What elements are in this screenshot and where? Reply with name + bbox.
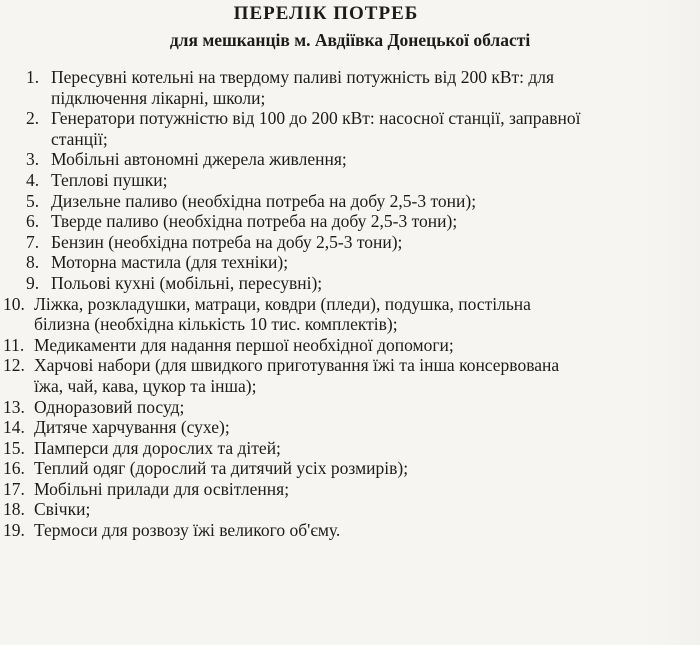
- document-title: ПЕРЕЛІК ПОТРЕБ: [233, 3, 419, 24]
- list-item-text: [0, 438, 700, 459]
- list-item-line: Теплові пушки;: [51, 169, 168, 190]
- list-item: [0, 458, 700, 479]
- list-item-text: [0, 191, 700, 212]
- list-item: [0, 191, 700, 212]
- list-item-number: 3.: [26, 149, 40, 170]
- list-item-line: Тверде паливо (необхідна потреба на добу 2,5-3 тони);: [51, 211, 458, 232]
- list-item: [0, 149, 700, 170]
- list-item-line: Польові кухні (мобільні, пересувні);: [51, 272, 323, 293]
- list-item: [0, 67, 700, 108]
- list-item-number: 4.: [26, 169, 40, 190]
- list-item-line: Мобільні автономні джерела живлення;: [51, 149, 347, 170]
- list-item-line: підключення лікарні, школи;: [51, 87, 266, 108]
- list-item: [0, 479, 700, 500]
- list-item-line: Генератори потужністю від 100 до 200 кВт: насосної станції, заправної: [51, 108, 581, 129]
- list-item-number: 12.: [3, 355, 25, 376]
- list-item-line: Медикаменти для надання першої необхідної допомоги;: [34, 334, 454, 355]
- list-item: [0, 170, 700, 191]
- list-item-text: [0, 458, 700, 479]
- list-item-line: Теплий одяг (дорослий та дитячий усіх розмирів);: [34, 458, 409, 479]
- list-item-line: Харчові набори (для швидкого приготування їжі та інша консервована: [34, 355, 560, 376]
- list-item-number: 17.: [3, 478, 25, 499]
- list-item-number: 11.: [3, 334, 25, 355]
- list-item: [0, 438, 700, 459]
- list-item-text: [0, 397, 700, 418]
- list-item: [0, 273, 700, 294]
- list-item-number: 6.: [26, 211, 40, 232]
- list-item-line: Одноразовий посуд;: [34, 396, 185, 417]
- list-item-text: [0, 252, 700, 273]
- list-item-line: Моторна мастила (для техніки);: [51, 252, 289, 273]
- list-item-text: [0, 170, 700, 191]
- list-item-number: 19.: [3, 520, 25, 541]
- list-item: [0, 232, 700, 253]
- list-item-number: 15.: [3, 437, 25, 458]
- list-item: [0, 211, 700, 232]
- list-item-text: [0, 232, 700, 253]
- list-item-line: Пересувні котельні на твердому паливі потужність від 200 кВт: для: [51, 67, 555, 87]
- list-item: [0, 499, 700, 520]
- list-item-line: Дизельне паливо (необхідна потреба на добу 2,5-3 тони);: [51, 190, 477, 211]
- list-item: [0, 355, 700, 396]
- list-item-text: [0, 520, 700, 541]
- list-item-text: [0, 273, 700, 294]
- list-item-line: Бензин (необхідна потреба на добу 2,5-3 тони);: [51, 231, 403, 252]
- list-item-line: Дитяче харчування (сухе);: [34, 417, 230, 438]
- document-subtitle: для мешканців м. Авдіївка Донецької області: [169, 30, 531, 50]
- list-item-line: станції;: [51, 128, 108, 149]
- list-item-line: Термоси для розвозу їжі великого об'єму.: [34, 520, 341, 541]
- list-item-line: їжа, чай, кава, цукор та інша);: [34, 375, 257, 396]
- list-item-line: Ліжка, розкладушки, матраци, ковдри (пледи), подушка, постільна: [34, 293, 531, 314]
- list-item-line: Мобільні прилади для освітлення;: [34, 478, 290, 499]
- list-item: [0, 417, 700, 438]
- list-item-text: [0, 211, 700, 232]
- list-item: [0, 335, 700, 356]
- list-item-number: 1.: [26, 67, 40, 87]
- list-item-text: [0, 294, 700, 335]
- list-item-number: 9.: [26, 272, 40, 293]
- list-item-line: білизна (необхідна кількість 10 тис. комплектів);: [34, 314, 398, 335]
- list-item-text: [0, 335, 700, 356]
- list-item-number: 5.: [26, 190, 40, 211]
- list-item-text: [0, 417, 700, 438]
- list-item-text: [0, 499, 700, 520]
- list-item-text: [0, 67, 700, 108]
- list-item-number: 10.: [3, 293, 25, 314]
- needs-list: [0, 67, 700, 541]
- list-item-text: [0, 108, 700, 149]
- list-item: [0, 520, 700, 541]
- list-item-number: 2.: [26, 108, 40, 129]
- list-item-number: 13.: [3, 396, 25, 417]
- list-item: [0, 397, 700, 418]
- list-item: [0, 108, 700, 149]
- list-item-number: 18.: [3, 499, 25, 520]
- list-item-number: 16.: [3, 458, 25, 479]
- list-item-line: Памперси для дорослих та дітей;: [34, 437, 281, 458]
- list-item-number: 14.: [3, 417, 25, 438]
- list-item: [0, 252, 700, 273]
- list-item-number: 8.: [26, 252, 40, 273]
- list-item-text: [0, 355, 700, 396]
- list-item-line: Свічки;: [34, 499, 91, 520]
- list-item-text: [0, 149, 700, 170]
- list-item: [0, 294, 700, 335]
- list-item-number: 7.: [26, 231, 40, 252]
- list-item-text: [0, 479, 700, 500]
